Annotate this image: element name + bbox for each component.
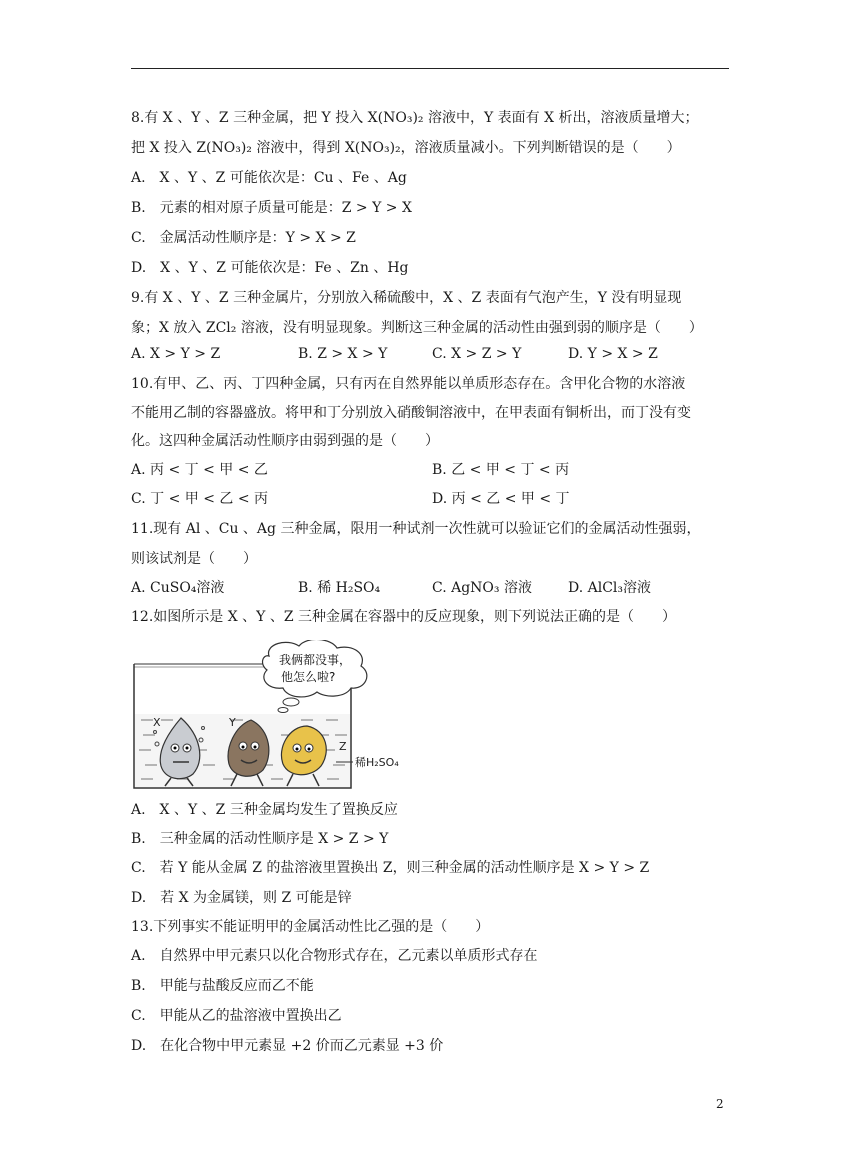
q13-option-d: D. 在化合物中甲元素显 +2 价而乙元素显 +3 价 bbox=[131, 1038, 444, 1054]
q9-stem-line2: 象；X 放入 ZCl₂ 溶液，没有明显现象。判断这三种金属的活动性由强到弱的顺序是（ ） bbox=[131, 320, 703, 336]
q8-option-b: B. 元素的相对原子质量可能是：Z > Y > X bbox=[131, 200, 412, 216]
q12-option-b: B. 三种金属的活动性顺序是 X > Z > Y bbox=[131, 831, 389, 847]
acid-label: 稀H₂SO₄ bbox=[355, 756, 399, 769]
q12-option-d: D. 若 X 为金属镁，则 Z 可能是锌 bbox=[131, 890, 352, 906]
q8-stem-line2: 把 X 投入 Z(NO₃)₂ 溶液中，得到 X(NO₃)₂，溶液质量减小。下列判断错误的是（ ） bbox=[131, 140, 681, 156]
q8-option-d: D. X 、Y 、Z 可能依次是：Fe 、Zn 、Hg bbox=[131, 260, 409, 276]
q10-option-a: A. 丙 < 丁 < 甲 < 乙 bbox=[131, 462, 268, 478]
q11-option-c: C. AgNO₃ 溶液 bbox=[432, 580, 532, 596]
q8-stem-line1: 8.有 X 、Y 、Z 三种金属，把 Y 投入 X(NO₃)₂ 溶液中，Y 表面有 X 析出，溶液质量增大； bbox=[131, 110, 699, 126]
label-z: Z bbox=[339, 740, 347, 753]
q9-option-b: B. Z > X > Y bbox=[298, 346, 388, 362]
q11-option-b: B. 稀 H₂SO₄ bbox=[298, 580, 381, 596]
label-x: X bbox=[153, 716, 161, 729]
q12-option-c: C. 若 Y 能从金属 Z 的盐溶液里置换出 Z，则三种金属的活动性顺序是 X > Y > Z bbox=[131, 860, 650, 876]
header-rule bbox=[131, 68, 729, 69]
q11-option-d: D. AlCl₃溶液 bbox=[568, 580, 652, 596]
q11-option-a: A. CuSO₄溶液 bbox=[131, 580, 225, 596]
q9-option-c: C. X > Z > Y bbox=[432, 346, 522, 362]
q13-option-b: B. 甲能与盐酸反应而乙不能 bbox=[131, 978, 314, 994]
q11-stem-line1: 11.现有 Al 、Cu 、Ag 三种金属，限用一种试剂一次性就可以验证它们的金属活动性强弱， bbox=[131, 521, 701, 537]
q10-option-c: C. 丁 < 甲 < 乙 < 丙 bbox=[131, 491, 269, 507]
bubble-text-line2: 他怎么啦? bbox=[281, 670, 336, 684]
q9-option-a: A. X > Y > Z bbox=[131, 346, 221, 362]
q8-option-a: A. X 、Y 、Z 可能依次是：Cu 、Fe 、Ag bbox=[131, 170, 407, 186]
q10-stem-line2: 不能用乙制的容器盛放。将甲和丁分别放入硝酸铜溶液中，在甲表面有铜析出，而丁没有变 bbox=[131, 405, 691, 421]
label-y: Y bbox=[229, 716, 236, 729]
q10-stem-line1: 10.有甲、乙、丙、丁四种金属，只有丙在自然界能以单质形态存在。含甲化合物的水溶液 bbox=[131, 376, 686, 392]
q12-stem-line1: 12.如图所示是 X 、Y 、Z 三种金属在容器中的反应现象，则下列说法正确的是（ ） bbox=[131, 609, 676, 625]
q12-figure bbox=[131, 640, 411, 790]
q9-stem-line1: 9.有 X 、Y 、Z 三种金属片，分别放入稀硫酸中，X 、Z 表面有气泡产生，Y 没有明显现 bbox=[131, 290, 682, 306]
q8-option-c: C. 金属活动性顺序是：Y > X > Z bbox=[131, 230, 356, 246]
beaker-illustration bbox=[131, 640, 411, 790]
q10-stem-line3: 化。这四种金属活动性顺序由弱到强的是（ ） bbox=[131, 433, 439, 449]
q13-option-c: C. 甲能从乙的盐溶液中置换出乙 bbox=[131, 1008, 342, 1024]
q10-option-d: D. 丙 < 乙 < 甲 < 丁 bbox=[432, 491, 570, 507]
q13-stem-line1: 13.下列事实不能证明甲的金属活动性比乙强的是（ ） bbox=[131, 919, 490, 935]
q11-stem-line2: 则该试剂是（ ） bbox=[131, 551, 257, 567]
q9-option-d: D. Y > X > Z bbox=[568, 346, 658, 362]
bubble-text-line1: 我俩都没事， bbox=[279, 653, 352, 667]
page-number: 2 bbox=[716, 1097, 724, 1111]
q10-option-b: B. 乙 < 甲 < 丁 < 丙 bbox=[432, 462, 570, 478]
q13-option-a: A. 自然界中甲元素只以化合物形式存在，乙元素以单质形式存在 bbox=[131, 948, 538, 964]
q12-option-a: A. X 、Y 、Z 三种金属均发生了置换反应 bbox=[131, 802, 398, 818]
